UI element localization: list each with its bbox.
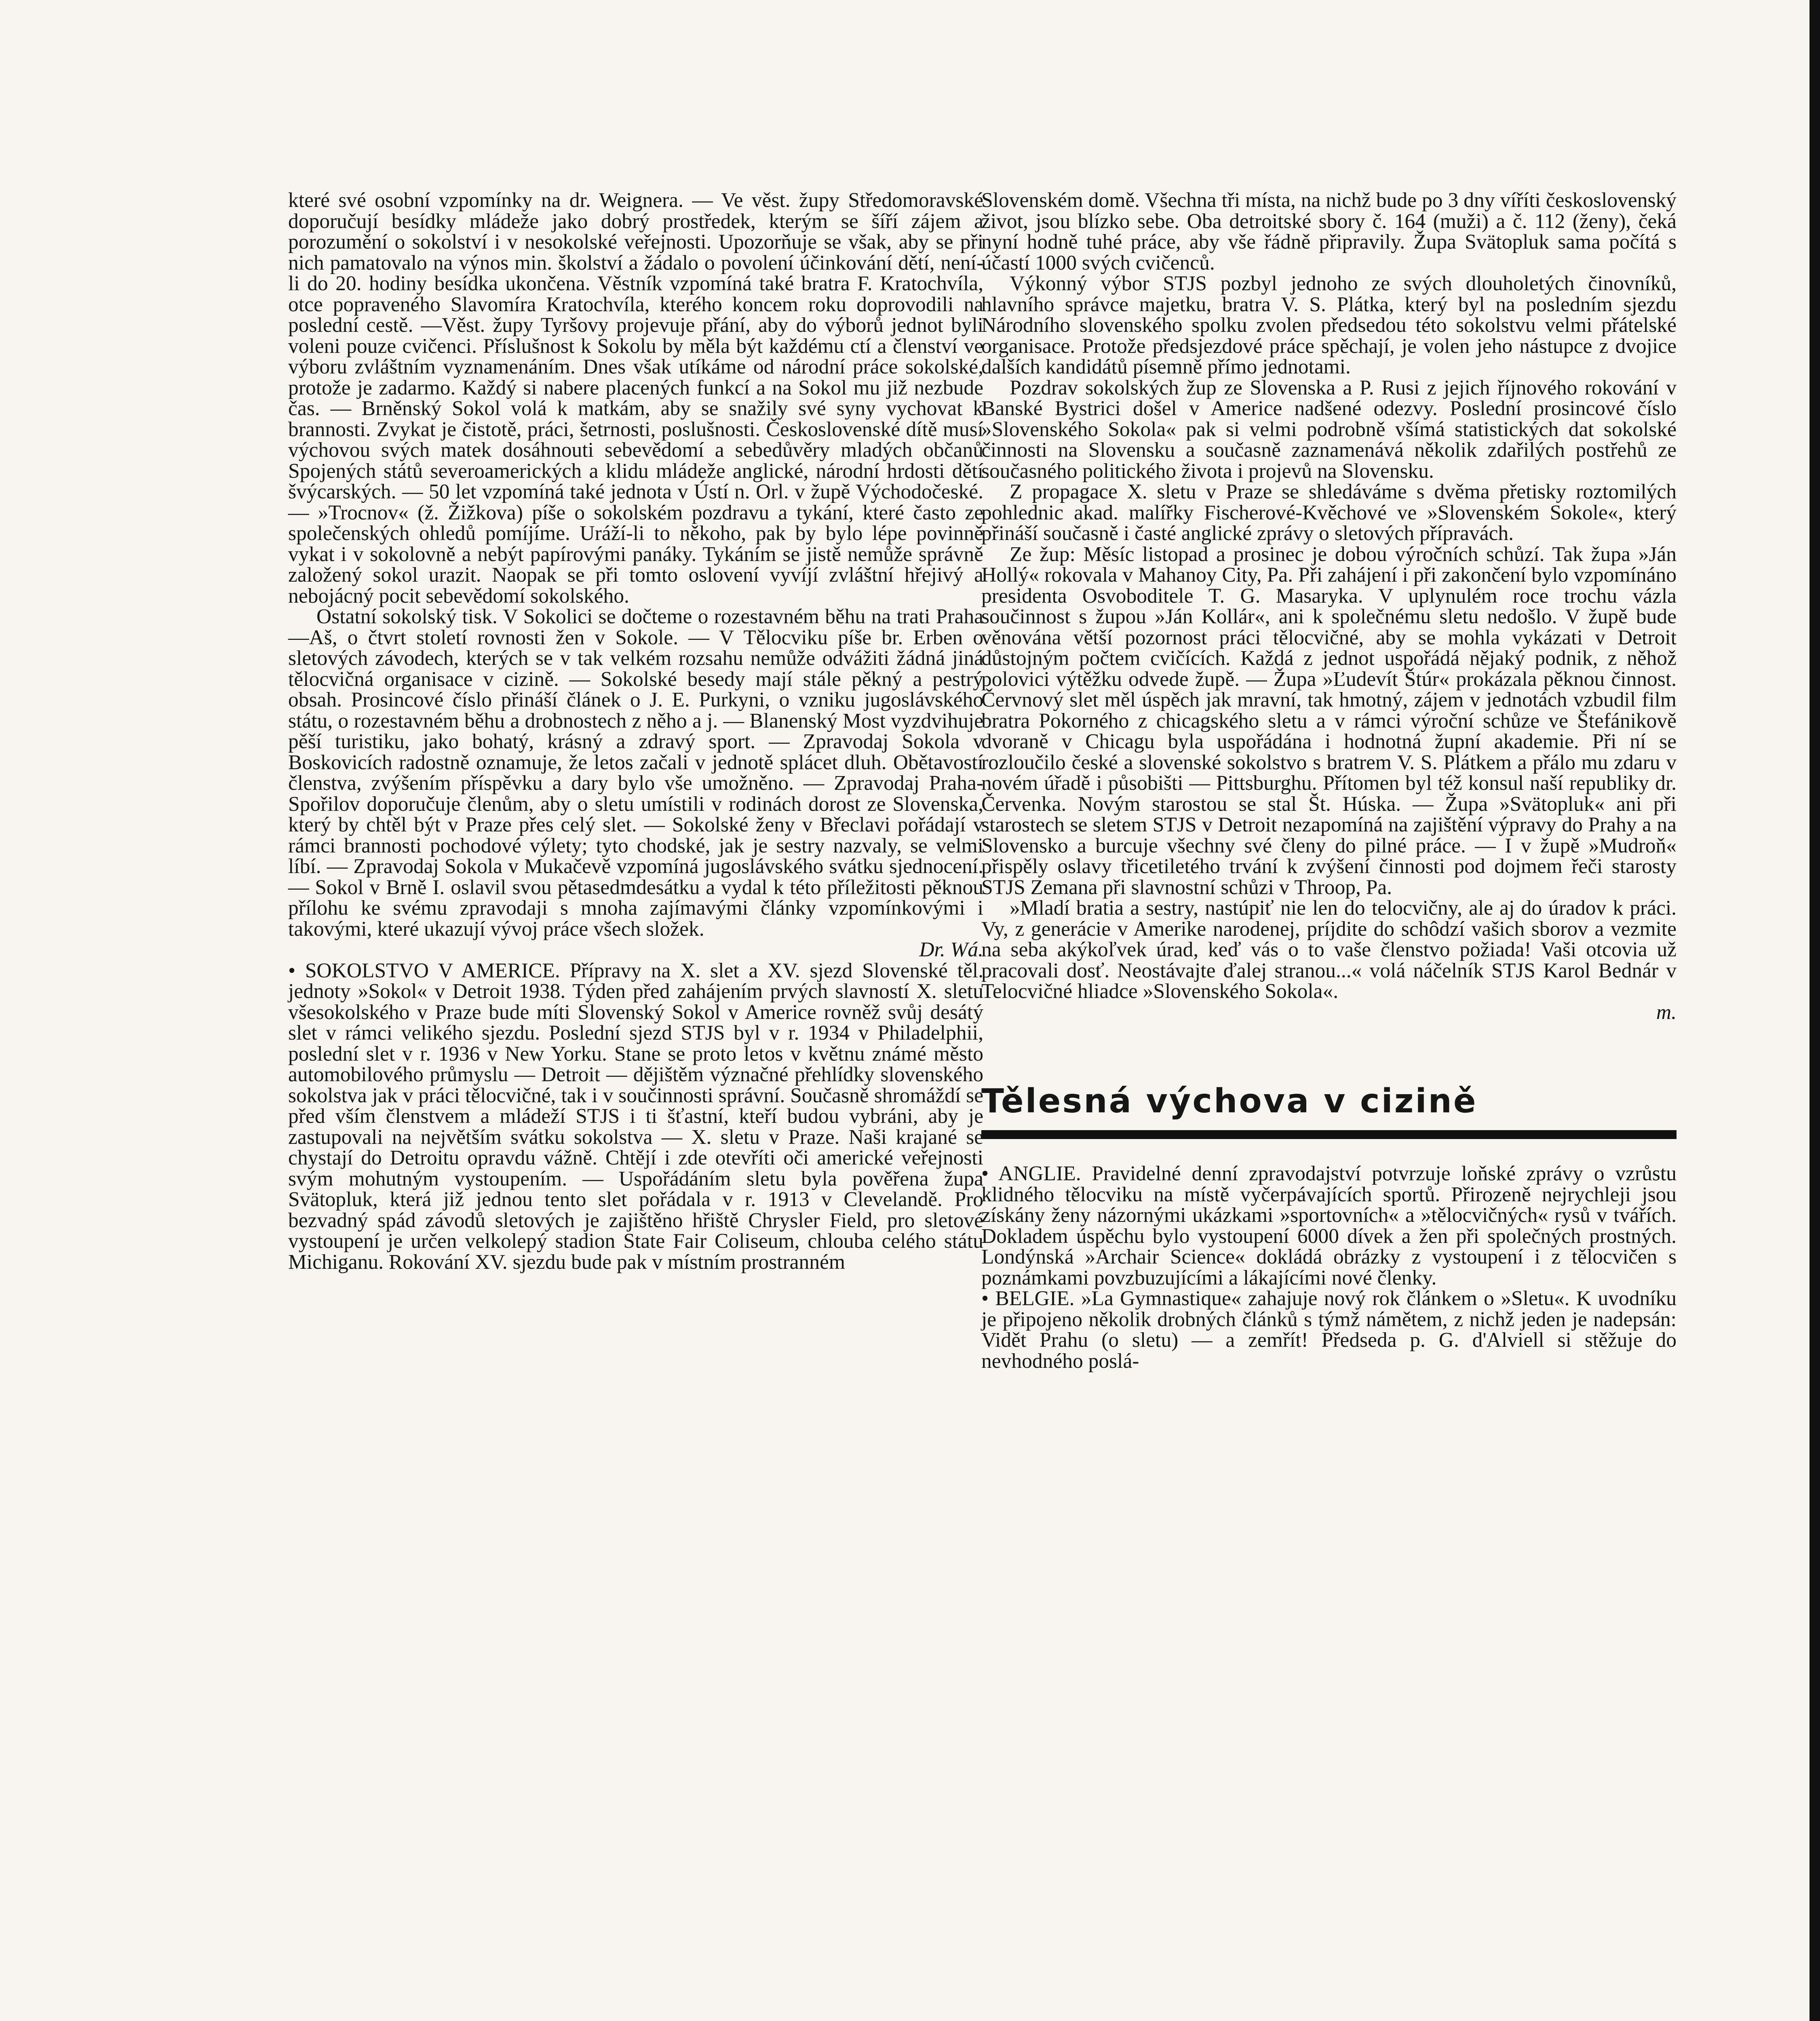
left-column — [288, 190, 983, 1272]
article-paragraph: Výkonný výbor STJS pozbyl jednoho ze svých dlouholetých činovníků, hlavního správce majetku, bratra V. S. Plátka, který byl na posledním sjezdu Národního slovenského spolku zvolen předsedou této sokolstvu velmi přátelské organisace. Protože předsjezdové práce spěchají, je volen jeho nástupce z dvojice dalších kandidátů písemně přímo jednotami. — [981, 272, 1677, 378]
article-paragraph: které své osobní vzpomínky na dr. Weignera. — Ve věst. župy Středomoravské doporučují besídky mládeže jako dobrý prostředek, kterým se šíří zájem a porozumění o sokolství i v nesokolské veřejnosti. Upozorňuje se však, aby se při nich pamatovalo na výnos min. školství a žádalo o povolení účinkování dětí, není-li do 20. hodiny besídka ukončena. Věstník vzpomíná také bratra F. Kratochvíla, otce popraveného Slavomíra Kratochvíla, kterého koncem roku doprovodili na poslední cestě. —Věst. župy Tyršovy projevuje přání, aby do výborů jednot byli voleni pouze cvičenci. Příslušnost k Sokolu by měla být každému ctí a členství ve výboru zvláštním vyznamenáním. Dnes však utíkáme od národní práce sokolské, protože je zadarmo. Každý si nabere placených funkcí a na Sokol mu již nezbude čas. — Brněnský Sokol volá k matkám, aby se snažily své syny vychovat k brannosti. Zvykat je čistotě, práci, šetrnosti, poslušnosti. Československé dítě musí výchovou svých matek dosáhnouti sebevědomí a sebedůvěry mladých občanů Spojených států severoamerických a klidu mládeže anglické, národní hrdosti dětí švýcarských. — 50 let vzpomíná také jednota v Ústí n. Orl. v župě Východočeské. — »Trocnov« (ž. Žižkova) píše o sokolském pozdravu a tykání, které často ze společenských ohledů pomíjíme. Uráží-li to někoho, pak by bylo lépe povinně vykat i v sokolovně a nebýt papírovými panáky. Tykáním se jistě nemůže správně založený sokol urazit. Naopak se při tomto oslovení vyvíjí zvláštní hřejivý a nebojácný pocit sebevědomí sokolského. — [288, 189, 983, 608]
article-paragraph: Pozdrav sokolských žup ze Slovenska a P. Rusi z jejich říjnového rokování v Banské Bystrici došel v Americe nadšené odezvy. Poslední prosincové číslo »Slovenského Sokola« pak si velmi podrobně všímá statistických dat sokolské činnosti na Slovensku a současně zaznamenává několik zdařilých postřehů ze současného politického života i projevů na Slovensku. — [981, 376, 1677, 483]
author-signature: Dr. Wá. — [919, 938, 983, 961]
scan-edge-bar — [1809, 0, 1820, 2021]
article-paragraph: Z propagace X. sletu v Praze se shledáváme s dvěma přetisky roztomilých pohlednic akad. malířky Fischerové-Kvěchové ve »Slovenském Sokole«, který přináší současně i časté anglické zprávy o sletových přípravách. — [981, 480, 1677, 545]
article-paragraph: »Mladí bratia a sestry, nastúpiť nie len do telocvičny, ale aj do úradov k práci. Vy, z generácie v Amerike narodenej, príjdite do schôdzí vašich sborov a vezmite na seba akýkoľvek úrad, keď vás o to vaše členstvo požiada! Vaši otcovia už pracovali dosť. Neostávajte ďalej stranou...« volá náčelník STJS Karol Bednár v Telocvičné hliadce »Slovenského Sokola«. — [981, 897, 1677, 1003]
author-signature: m. — [1656, 1000, 1677, 1024]
article-paragraph: Ostatní sokolský tisk. V Sokolici se dočteme o rozestavném běhu na trati Praha—Aš, o čtvrt století rovnosti žen v Sokole. — V Tělocviku píše br. Erben o sletových závodech, kterých se v tak velkém rozsahu nemůže odvážiti žádná jiná tělocvičná organisace v cizině. — Sokolské besedy mají stále pěkný a pestrý obsah. Prosincové číslo přináší článek o J. E. Purkyni, o vzniku jugoslávského státu, o rozestavném běhu a drobnostech z něho a j. — Blanenský Most vyzdvihuje pěší turistiku, jako bohatý, krásný a zdravý sport. — Zpravodaj Sokola v Boskovicích radostně oznamuje, že letos začali v jednotě splácet dluh. Obětavostí členstva, zvýšením příspěvku a dary bylo vše umožněno. — Zpravodaj Praha-Spořilov doporučuje členům, aby o sletu umístili v rodinách dorost ze Slovenska, který by chtěl být v Praze přes celý slet. — Sokolské ženy v Břeclavi pořádají v rámci brannosti pochodové výlety; tyto chodské, jak je sestry nazvaly, se velmi líbí. — Zpravodaj Sokola v Mukačevě vzpomíná jugoslávského svátku sjednocení. — Sokol v Brně I. oslavil svou pětasedmdesátku a vydal k této příležitosti pěknou přílohu ke svému zpravodaji s mnoha zajímavými články vzpomínkovými i takovými, které ukazují vývoj práce všech složek. — [288, 605, 983, 941]
article-paragraph: • ANGLIE. Pravidelné denní zpravodajství potvrzuje loňské zprávy o vzrůstu klidného tělocviku na místě vyčerpávajících sportů. Přirozeně nejrychleji jsou získány ženy názornými ukázkami »sportovních« a »tělocvičných« rysů v tvářích. Dokladem úspěchu bylo vystoupení 6000 dívek a žen při společných prostných. Londýnská »Archair Science« dokládá obrázky z vystoupení i z tělocvičen s poznámkami povzbuzujícími a lákajícími nové členky. — [981, 1162, 1677, 1289]
article-paragraph: Slovenském domě. Všechna tři místa, na nichž bude po 3 dny víříti československý život, jsou blízko sebe. Oba detroitské sbory č. 164 (muži) a č. 112 (ženy), čeká nyní hodně tuhé práce, aby vše řádně připravily. Župa Svätopluk sama počítá s účastí 1000 svých cvičenců. — [981, 189, 1677, 274]
section-body — [981, 1163, 1677, 1371]
article-paragraph: • SOKOLSTVO V AMERICE. Přípravy na X. slet a XV. sjezd Slovenské těl. jednoty »Sokol« v Detroit 1938. Týden před zahájením prvých slavností X. sletu všesokolského v Praze bude míti Slovenský Sokol v Americe rovněž svůj desátý slet v rámci velikého sjezdu. Poslední sjezd STJS byl v r. 1934 v Philadelphii, poslední slet v r. 1936 v New Yorku. Stane se proto letos v květnu známé město automobilového průmyslu — Detroit — dějištěm význačné přehlídky slovenského sokolstva jak v práci tělocvičné, tak i v součinnosti správní. Současně shromáždí se před vším členstvem a mládeží STJS i ti šťastní, kteří budou vybráni, aby je zastupovali na největším svátku sokolstva — X. sletu v Praze. Naši krajané se chystají do Detroitu opravdu vážně. Chtějí i zde otevříti oči americké veřejnosti svým mohutným vystoupením. — Uspořádáním sletu byla pověřena župa Svätopluk, která již jednou tento slet pořádala v r. 1913 v Clevelandě. Pro bezvadný spád závodů sletových je zajištěno hřiště Chrysler Field, pro sletové vystoupení je určen velkolepý stadion State Fair Coliseum, chlouba celého státu Michiganu. Rokování XV. sjezdu bude pak v místním prostranném — [288, 959, 983, 1274]
article-paragraph: Ze žup: Měsíc listopad a prosinec je dobou výročních schůzí. Tak župa »Ján Hollý« rokovala v Mahanoy City, Pa. Při zahájení i při zakončení bylo vzpomínáno presidenta Osvoboditele T. G. Masaryka. V uplynulém roce trochu vázla součinnost s župou »Ján Kollár«, ani k společnému sletu nedošlo. V župě bude věnována větší pozornost práci tělocvičné, aby se mohla vykázati v Detroit důstojným počtem cvičících. Každá z jednot uspořádá nějaký podnik, z něhož polovici výtěžku odvede župě. — Župa »Ľudevít Štúr« prokázala pěknou činnost. Červnový slet měl úspěch jak mravní, tak hmotný, zájem v jednotách vzbudil film bratra Pokorného z chicagského sletu a v rámci výroční schůze ve Štefánikově dvoraně v Chicagu byla uspořádána i hodnotná župní akademie. Při ní se rozloučilo české a slovenské sokolstvo s bratrem V. S. Plátkem a přálo mu zdaru v novém úřadě i působišti — Pittsburghu. Přítomen byl též konsul naší republiky dr. Červenka. Novým starostou se stal Št. Húska. — Župa »Svätopluk« ani při starostech se sletem STJS v Detroit nezapomíná na zajištění výpravy do Prahy a na Slovensko a burcuje všechny své členy do pilné práce. — I v župě »Mudroň« přispěly oslavy třicetiletého trvání k zvýšení činnosti pod dojmem řeči starosty STJS Zemana při slavnostní schůzi v Throop, Pa. — [981, 542, 1677, 899]
article-paragraph: • BELGIE. »La Gymnastique« zahajuje nový rok článkem o »Sletu«. K uvodníku je připojeno několik drobných článků s týmž námětem, z nichž jeden je nadepsán: Vidět Prahu (o sletu) — a zemřít! Předseda p. G. d'Alviell si stěžuje do nevhodného poslá- — [981, 1287, 1677, 1373]
right-column — [981, 190, 1677, 1371]
section-heading: Tělesná výchova v cizině — [981, 1083, 1677, 1139]
